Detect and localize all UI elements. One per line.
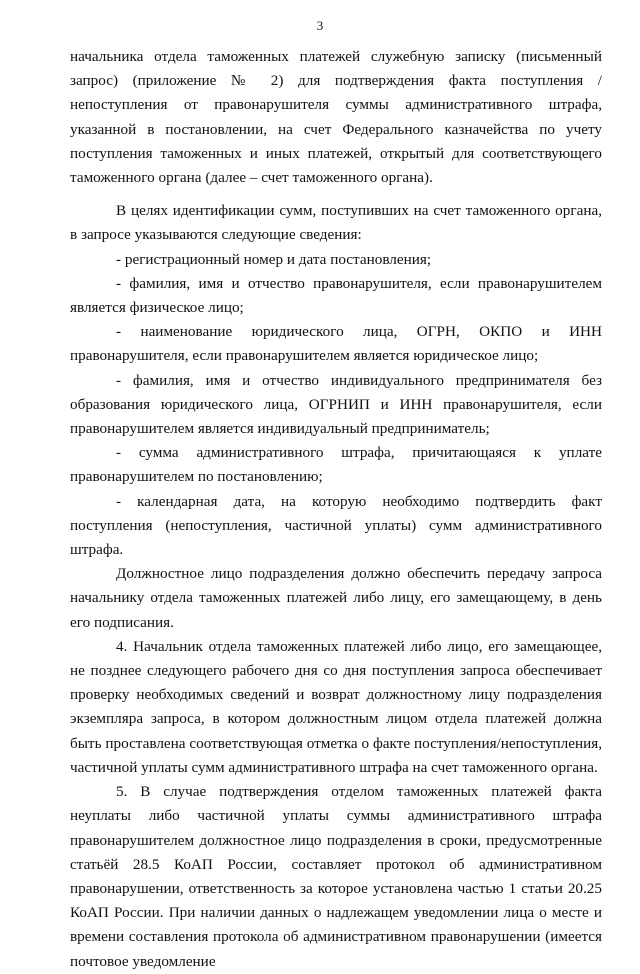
paragraph-item-4: 4. Начальник отдела таможенных платежей либо лицо, его замещающее, не позднее следующего рабочего дня со дня поступления запроса обеспечивает проверку необходимых сведений и возврат должностному лицу подразделения экземпляра запроса, в котором должностным лицом отдела платежей должна быть проставлена соответствующая отметка о факте поступления/непоступления, частичной уплаты сумм административного штрафа на счет таможенного органа. [70, 637, 602, 776]
page-number: 3 [316, 18, 324, 33]
paragraph-identification-intro: В целях идентификации сумм, поступивших на счет таможенного органа, в запросе указываются следующие сведения: [70, 202, 602, 244]
list-item-registration-number: - регистрационный номер и дата постановления; [116, 250, 432, 268]
list-item-calendar-date: - календарная дата, на которую необходимо подтвердить факт поступления (непоступления, частичной уплаты) сумм административного штрафа. [70, 492, 602, 559]
paragraph-gap [70, 190, 602, 199]
list-item-entrepreneur: - фамилия, имя и отчество индивидуального предпринимателя без образования юридического лица, ОГРНИП и ИНН правонарушителя, если правонарушителем является индивидуальный предприниматель; [70, 371, 602, 438]
document-body [70, 45, 602, 974]
list-item-fine-amount: - сумма административного штрафа, причитающаяся к уплате правонарушителем по постановлению; [70, 444, 602, 486]
paragraph-official-duty: Должностное лицо подразделения должно обеспечить передачу запроса начальнику отдела таможенных платежей либо лицу, его замещающему, в день его подписания. [70, 565, 602, 631]
paragraph-request-continuation: начальника отдела таможенных платежей служебную записку (письменный запрос) (приложение № 2) для подтверждения факта поступления / непоступления от правонарушителя суммы административного штрафа, указанной в постановлении, на счет Федерального казначейства по учету поступления таможенных и иных платежей, открытый для соответствующего таможенного органа (далее – счет таможенного органа). [70, 48, 602, 187]
paragraph-item-5: 5. В случае подтверждения отделом таможенных платежей факта неуплаты либо частичной уплаты суммы административного штрафа правонарушителем должностное лицо подразделения в сроки, предусмотренные статьёй 28.5 КоАП России, составляет протокол об административном правонарушении, ответственность за которое установлена частью 1 статьи 20.25 КоАП России. При наличии данных о надлежащем уведомлении лица о месте и времени составления протокола об административном правонарушении (имеется почтовое уведомление [70, 783, 602, 970]
list-item-individual-name: - фамилия, имя и отчество правонарушителя, если правонарушителем является физическое лицо; [70, 274, 602, 317]
list-item-legal-entity: - наименование юридического лица, ОГРН, ОКПО и ИНН правонарушителя, если правонарушителем является юридическое лицо; [70, 323, 602, 365]
